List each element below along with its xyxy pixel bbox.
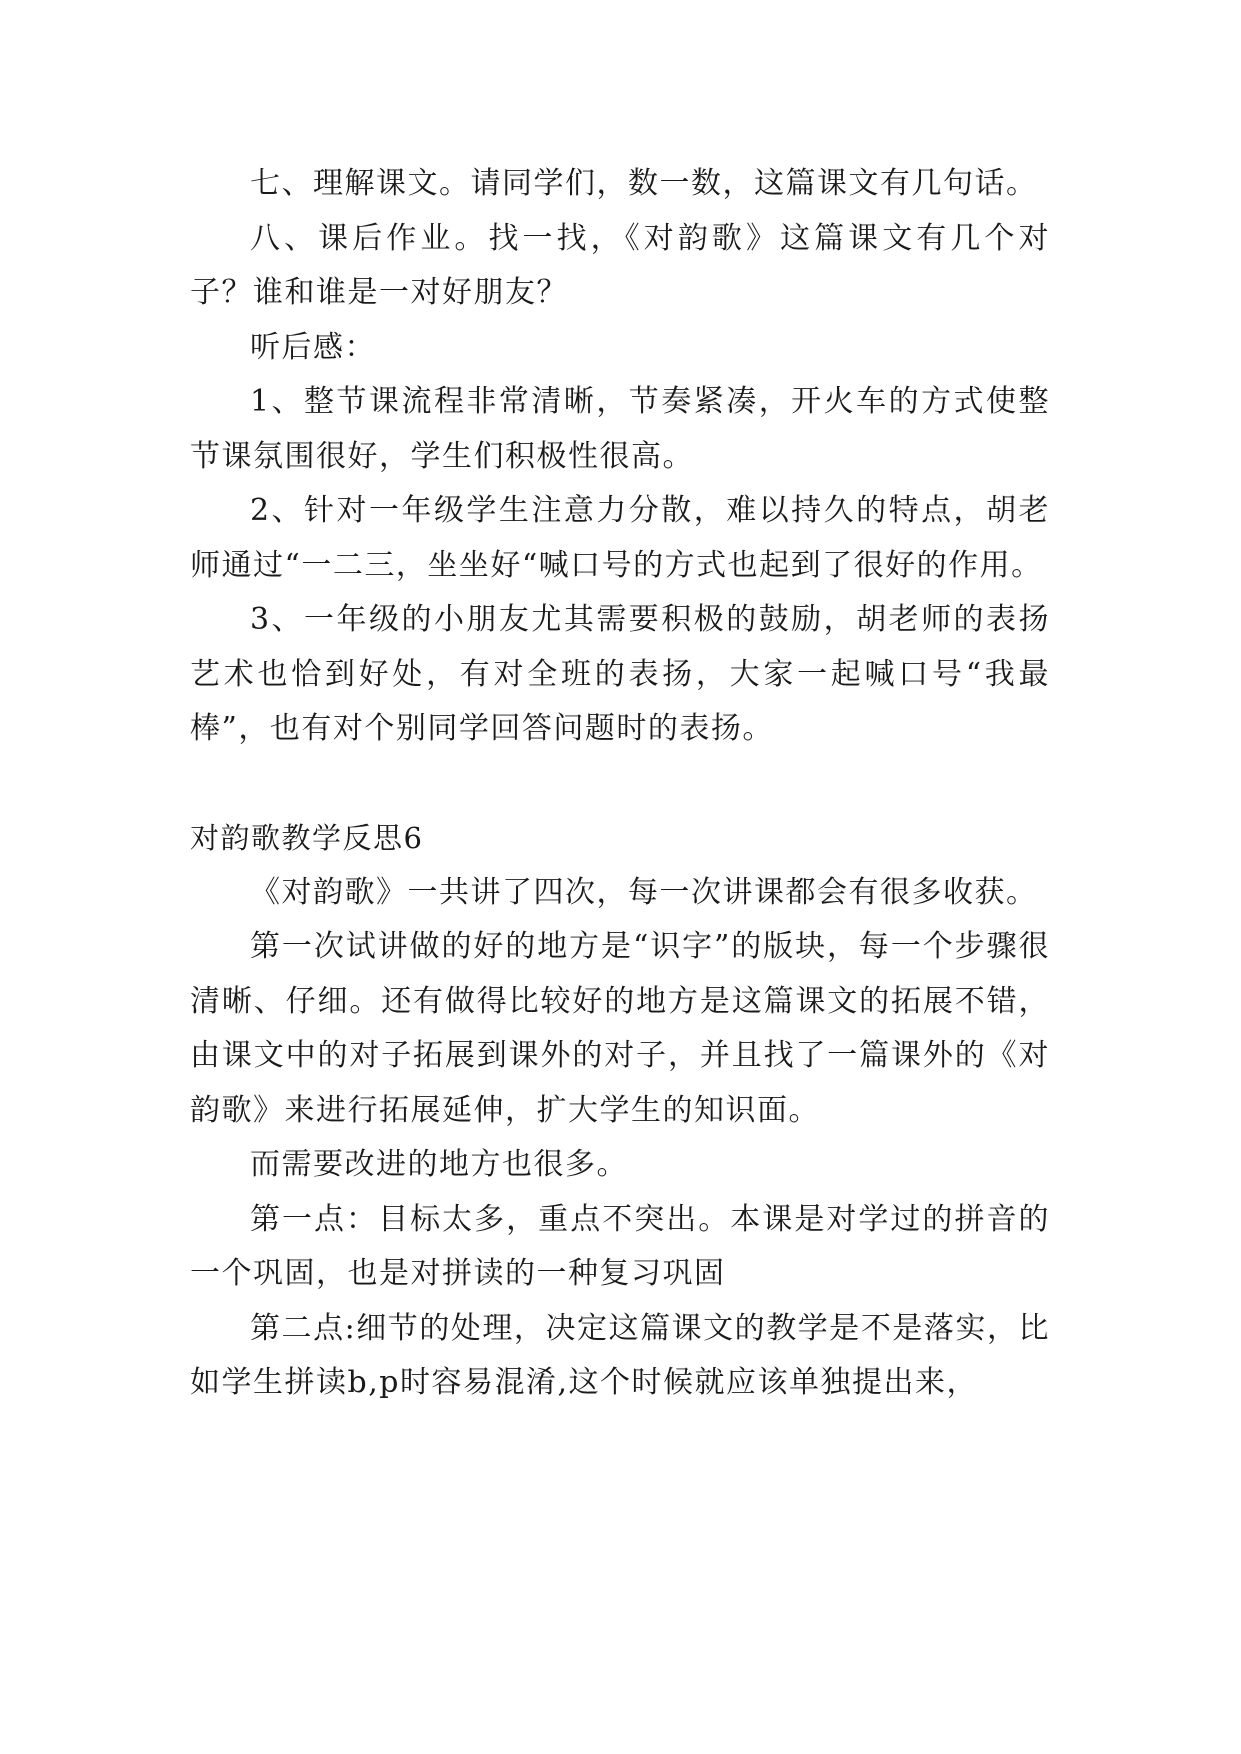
paragraph-first-point: 第一点：目标太多，重点不突出。本课是对学过的拼音的一个巩固，也是对拼读的一种复习巩固 — [190, 1201, 1050, 1291]
paragraph-homework: 八、课后作业。找一找，《对韵歌》这篇课文有几个对子？谁和谁是一对好朋友？ — [190, 220, 1050, 310]
document-body — [190, 157, 1050, 1411]
paragraph-improvements: 而需要改进的地方也很多。 — [250, 1147, 628, 1182]
paragraph-impressions-label: 听后感： — [250, 329, 376, 365]
paragraph-intro: 《对韵歌》一共讲了四次，每一次讲课都会有很多收获。 — [250, 874, 1038, 910]
paragraph-point-2: 2、针对一年级学生注意力分散，难以持久的特点，胡老师通过“一二三，坐坐好“喊口号的方式也起到了很好的作用。 — [190, 493, 1050, 583]
paragraph-understand-text: 七、理解课文。请同学们，数一数，这篇课文有几句话。 — [250, 166, 1038, 201]
section-heading: 对韵歌教学反思6 — [190, 821, 424, 855]
paragraph-first-trial: 第一次试讲做的好的地方是“识字”的版块，每一个步骤很清晰、仔细。还有做得比较好的地方是这篇课文的拓展不错，由课文中的对子拓展到课外的对子，并且找了一篇课外的《对韵歌》来进行拓展延伸，扩大学生的知识面。 — [190, 929, 1050, 1128]
paragraph-point-3: 3、一年级的小朋友尤其需要积极的鼓励，胡老师的表扬艺术也恰到好处，有对全班的表扬，大家一起喊口号“我最棒”，也有对个别同学回答问题时的表扬。 — [190, 602, 1050, 746]
paragraph-second-point: 第二点:细节的处理，决定这篇课文的教学是不是落实，比如学生拼读b,p时容易混淆,这个时候就应该单独提出来， — [190, 1310, 1050, 1400]
section-spacer — [190, 757, 1050, 812]
paragraph-point-1: 1、整节课流程非常清晰，节奏紧凑，开火车的方式使整节课氛围很好，学生们积极性很高。 — [190, 384, 1050, 474]
